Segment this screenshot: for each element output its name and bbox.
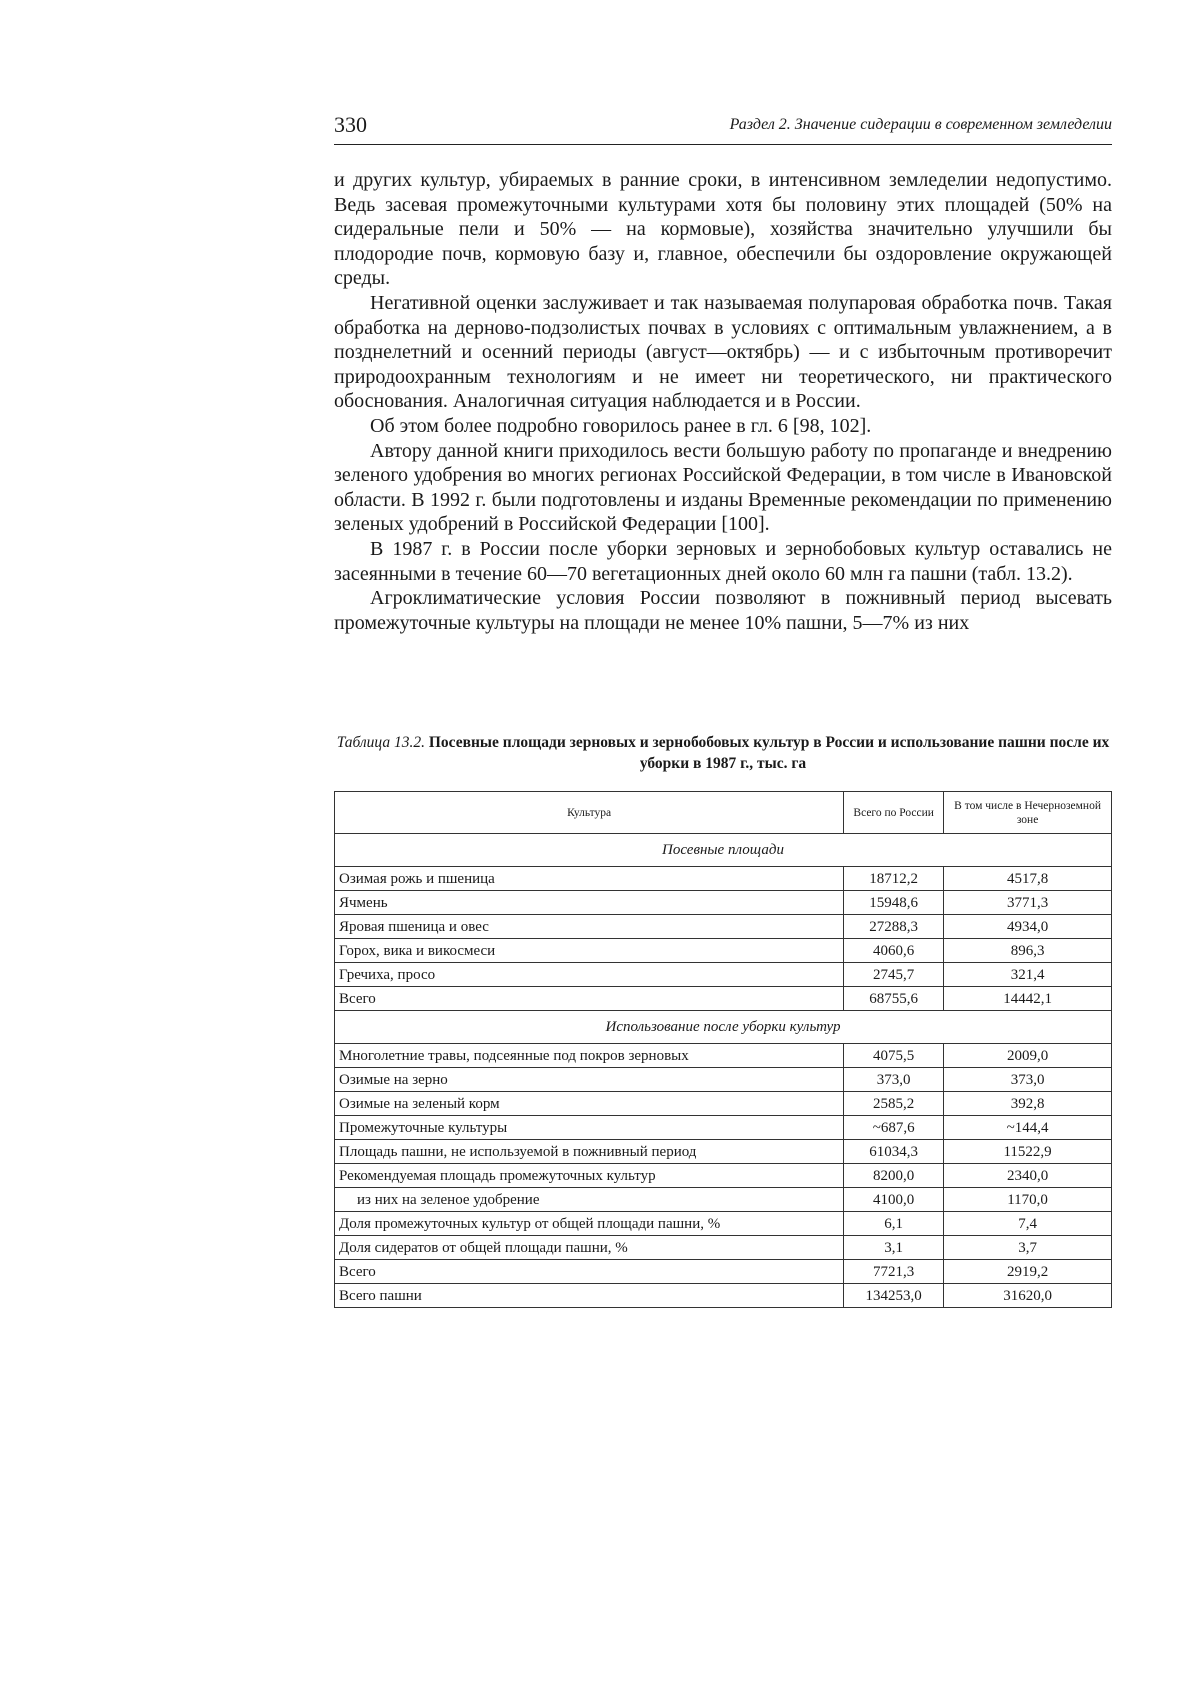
table-cell-label: Яровая пшеница и овес bbox=[335, 915, 844, 939]
table-cell-nonchernozem: 392,8 bbox=[944, 1092, 1112, 1116]
table-cell-label: Доля сидератов от общей площади пашни, % bbox=[335, 1236, 844, 1260]
data-table bbox=[334, 791, 1112, 1308]
table-cell-label: Горох, вика и викосмеси bbox=[335, 939, 844, 963]
paragraph: Об этом более подробно говорилось ранее в гл. 6 [98, 102]. bbox=[370, 414, 872, 437]
table-cell-nonchernozem: 1170,0 bbox=[944, 1188, 1112, 1212]
table-row bbox=[335, 963, 1112, 987]
table-row bbox=[335, 1212, 1112, 1236]
table-cell-nonchernozem: 896,3 bbox=[944, 939, 1112, 963]
table-cell-total: 6,1 bbox=[844, 1212, 944, 1236]
table-cell-label: Озимые на зеленый корм bbox=[335, 1092, 844, 1116]
table-cell-label: из них на зеленое удобрение bbox=[335, 1188, 844, 1212]
table-cell-label: Площадь пашни, не используемой в пожнивный период bbox=[335, 1140, 844, 1164]
column-header-nonchernozem: В том числе в Нечерноземной зоне bbox=[944, 792, 1112, 834]
table-row bbox=[335, 1236, 1112, 1260]
table-cell-label: Озимые на зерно bbox=[335, 1068, 844, 1092]
table-body bbox=[335, 834, 1112, 1308]
table-cell-label: Рекомендуемая площадь промежуточных культур bbox=[335, 1164, 844, 1188]
table-cell-total: 68755,6 bbox=[844, 987, 944, 1011]
table-cell-total: 134253,0 bbox=[844, 1284, 944, 1308]
table-cell-total: 4060,6 bbox=[844, 939, 944, 963]
table-cell-total: ~687,6 bbox=[844, 1116, 944, 1140]
paragraph: В 1987 г. в России после уборки зерновых и зернобобовых культур оставались не засеянными в течение 60—70 вегетационных дней около 60 млн га пашни (табл. 13.2). bbox=[334, 537, 1112, 585]
table-row bbox=[335, 1164, 1112, 1188]
table-cell-nonchernozem: 4517,8 bbox=[944, 867, 1112, 891]
table-header-row bbox=[335, 792, 1112, 834]
table-section-heading: Посевные площади bbox=[335, 834, 1112, 867]
table-cell-total: 2745,7 bbox=[844, 963, 944, 987]
table-cell-nonchernozem: 31620,0 bbox=[944, 1284, 1112, 1308]
table-cell-total: 15948,6 bbox=[844, 891, 944, 915]
table-row bbox=[335, 1284, 1112, 1308]
table-row bbox=[335, 867, 1112, 891]
table-cell-total: 4075,5 bbox=[844, 1044, 944, 1068]
page-header bbox=[334, 112, 1112, 145]
table-cell-nonchernozem: 14442,1 bbox=[944, 987, 1112, 1011]
table-row bbox=[335, 1092, 1112, 1116]
table-row bbox=[335, 1260, 1112, 1284]
paragraph: Автору данной книги приходилось вести большую работу по пропаганде и внедрению зеленого удобрения во многих регионах Российской Федерации, в том числе в Ивановской области. В 1992 г. были подготовлены и изданы Временные рекомендации по применению зеленых удобрений в Российской Федерации [100]. bbox=[334, 439, 1112, 536]
table-cell-label: Озимая рожь и пшеница bbox=[335, 867, 844, 891]
table-cell-nonchernozem: 3771,3 bbox=[944, 891, 1112, 915]
table-caption-label: Таблица 13.2. bbox=[336, 734, 425, 751]
table-cell-nonchernozem: 7,4 bbox=[944, 1212, 1112, 1236]
table-cell-nonchernozem: 373,0 bbox=[944, 1068, 1112, 1092]
table-row bbox=[335, 987, 1112, 1011]
table-cell-label: Всего bbox=[335, 1260, 844, 1284]
paragraph: и других культур, убираемых в ранние сроки, в интенсивном земледелии недопустимо. Ведь засевая промежуточными культурами хотя бы половину этих площадей (50% на сидеральные пели и 50% — на кормовые), хозяйства значительно улучшили бы плодородие почв, кормовую базу и, главное, обеспечили бы оздоровление окружающей среды. bbox=[334, 169, 1112, 290]
table-cell-label: Промежуточные культуры bbox=[335, 1116, 844, 1140]
table-cell-total: 2585,2 bbox=[844, 1092, 944, 1116]
table-cell-nonchernozem: 4934,0 bbox=[944, 915, 1112, 939]
paragraph: Агроклиматические условия России позволяют в пожнивный период высевать промежуточные культуры на площади не менее 10% пашни, 5—7% из них bbox=[334, 587, 1112, 634]
table-row bbox=[335, 1044, 1112, 1068]
table-cell-total: 4100,0 bbox=[844, 1188, 944, 1212]
table-row bbox=[335, 1188, 1112, 1212]
table-row bbox=[335, 1068, 1112, 1092]
table-cell-nonchernozem: 2009,0 bbox=[944, 1044, 1112, 1068]
body-text bbox=[334, 168, 1112, 635]
table-cell-total: 3,1 bbox=[844, 1236, 944, 1260]
table-cell-label: Всего пашни bbox=[335, 1284, 844, 1308]
table-row bbox=[335, 939, 1112, 963]
column-header-crop: Культура bbox=[335, 792, 844, 834]
table-caption-text: Посевные площади зерновых и зернобобовых культур в России и использование пашни после их уборки в 1987 г., тыс. га bbox=[428, 734, 1110, 772]
paragraph: Негативной оценки заслуживает и так называемая полупаровая обработка почв. Такая обработка на дерново-подзолистых почвах в условиях с оптимальным увлажнением, а в позднелетний и осенний периоды (август—октябрь) — и с избыточным противоречит природоохранным технологиям и не имеет ни теоретического, ни практического обоснования. Аналогичная ситуация наблюдается и в России. bbox=[334, 291, 1112, 413]
table-section-row bbox=[335, 834, 1112, 867]
table-cell-total: 373,0 bbox=[844, 1068, 944, 1092]
table-cell-label: Доля промежуточных культур от общей площади пашни, % bbox=[335, 1212, 844, 1236]
table-cell-total: 18712,2 bbox=[844, 867, 944, 891]
table-cell-total: 7721,3 bbox=[844, 1260, 944, 1284]
page-number: 330 bbox=[334, 112, 367, 137]
table-cell-total: 61034,3 bbox=[844, 1140, 944, 1164]
table-cell-label: Многолетние травы, подсеянные под покров зерновых bbox=[335, 1044, 844, 1068]
table-cell-label: Всего bbox=[335, 987, 844, 1011]
table-section-heading: Использование после уборки культур bbox=[335, 1011, 1112, 1044]
table-row bbox=[335, 1140, 1112, 1164]
table-cell-nonchernozem: 2919,2 bbox=[944, 1260, 1112, 1284]
table-row bbox=[335, 891, 1112, 915]
table-cell-nonchernozem: ~144,4 bbox=[944, 1116, 1112, 1140]
table-cell-nonchernozem: 11522,9 bbox=[944, 1140, 1112, 1164]
table-row bbox=[335, 915, 1112, 939]
table-cell-nonchernozem: 321,4 bbox=[944, 963, 1112, 987]
table-row bbox=[335, 1116, 1112, 1140]
table-cell-label: Гречиха, просо bbox=[335, 963, 844, 987]
column-header-total: Всего по России bbox=[844, 792, 944, 834]
table-cell-nonchernozem: 3,7 bbox=[944, 1236, 1112, 1260]
table-cell-nonchernozem: 2340,0 bbox=[944, 1164, 1112, 1188]
table-cell-label: Ячмень bbox=[335, 891, 844, 915]
table-section-row bbox=[335, 1011, 1112, 1044]
table-caption bbox=[334, 732, 1112, 774]
running-head: Раздел 2. Значение сидерации в современном земледелии bbox=[729, 116, 1112, 133]
table-cell-total: 27288,3 bbox=[844, 915, 944, 939]
table-cell-total: 8200,0 bbox=[844, 1164, 944, 1188]
